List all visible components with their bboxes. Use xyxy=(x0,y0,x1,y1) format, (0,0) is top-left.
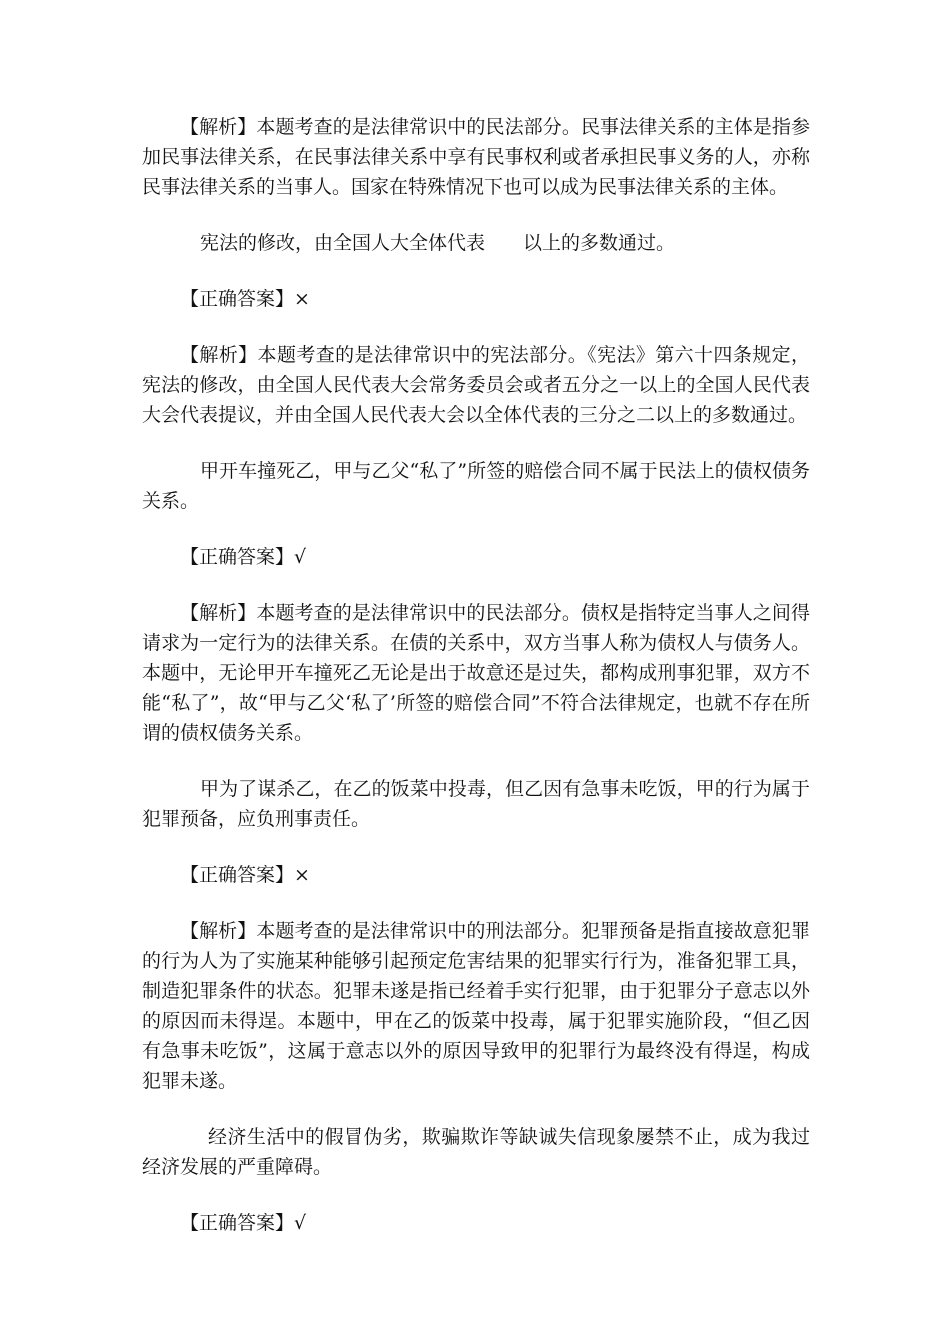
question-paragraph: 宪法的修改，由全国人大全体代表 以上的多数通过。 xyxy=(200,232,676,254)
answer-line: 【正确答案】× xyxy=(180,864,310,886)
question-paragraph: 甲为了谋杀乙，在乙的饭菜中投毒，但乙因有急事未吃饭，甲的行为属于犯罪预备，应负刑事责任。 xyxy=(142,778,810,830)
answer-line: 【正确答案】√ xyxy=(180,546,307,568)
explanation-paragraph: 【解析】本题考查的是法律常识中的民法部分。债权是指特定当事人之间得请求为一定行为的法律关系。在债的关系中，双方当事人称为债权人与债务人。本题中，无论甲开车撞死乙无论是出于故意还是过失，都构成刑事犯罪，双方不能“私了”，故“甲与乙父‘私了’所签的赔偿合同”不符合法律规定，也就不存在所谓的债权债务关系。 xyxy=(142,602,810,744)
explanation-paragraph: 【解析】本题考查的是法律常识中的刑法部分。犯罪预备是指直接故意犯罪的行为人为了实施某种能够引起预定危害结果的犯罪实行行为，准备犯罪工具，制造犯罪条件的状态。犯罪未遂是指已经着手实行犯罪，由于犯罪分子意志以外的原因而未得逞。本题中，甲在乙的饭菜中投毒，属于犯罪实施阶段，“但乙因有急事未吃饭”，这属于意志以外的原因导致甲的犯罪行为最终没有得逞，构成犯罪未遂。 xyxy=(142,920,810,1092)
document-page xyxy=(142,112,810,1238)
answer-line: 【正确答案】× xyxy=(180,288,310,310)
explanation-paragraph: 【解析】本题考查的是法律常识中的民法部分。民事法律关系的主体是指参加民事法律关系，在民事法律关系中享有民事权利或者承担民事义务的人，亦称民事法律关系的当事人。国家在特殊情况下也可以成为民事法律关系的主体。 xyxy=(142,116,810,198)
answer-line: 【正确答案】√ xyxy=(180,1212,307,1234)
question-paragraph: 甲开车撞死乙，甲与乙父“私了”所签的赔偿合同不属于民法上的债权债务关系。 xyxy=(142,460,810,512)
question-paragraph: 经济生活中的假冒伪劣，欺骗欺诈等缺诚失信现象屡禁不止，成为我过经济发展的严重障碍。 xyxy=(142,1126,810,1178)
explanation-paragraph: 【解析】本题考查的是法律常识中的宪法部分。《宪法》第六十四条规定，宪法的修改，由全国人民代表大会常务委员会或者五分之一以上的全国人民代表大会代表提议，并由全国人民代表大会以全体代表的三分之二以上的多数通过。 xyxy=(142,344,810,426)
